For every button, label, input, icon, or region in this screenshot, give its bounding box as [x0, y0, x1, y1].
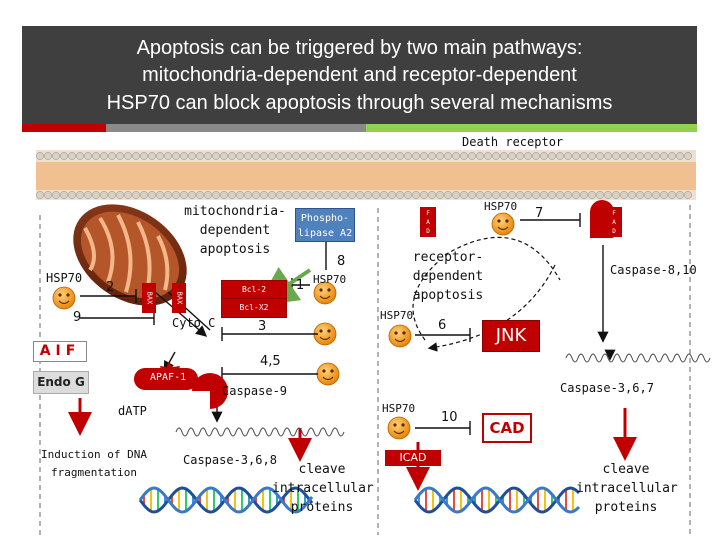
mechanism-number-6: 6	[438, 318, 447, 333]
cleave-proteins-right: cleave intracellular proteins	[576, 462, 678, 515]
endo-g-box: Endo G	[33, 371, 89, 394]
mechanism-number-1: 1	[296, 278, 305, 293]
aif-box: AIF	[33, 341, 87, 362]
cad-box: CAD	[482, 413, 532, 443]
mechanism-number-4-5: 4,5	[260, 354, 281, 369]
mito-pathway-label: mitochondria- dependent apoptosis	[184, 204, 286, 257]
icad-box: ICAD	[385, 450, 441, 466]
title-line-3: HSP70 can block apoptosis through several mechanisms	[106, 92, 613, 114]
fadd-right: F A D D	[606, 207, 622, 237]
face-hsp70-cad	[388, 417, 410, 439]
face-hsp70-top	[492, 213, 514, 235]
mechanism-number-9: 9	[73, 310, 82, 325]
hsp70-label-mito: HSP70	[46, 271, 83, 285]
apaf1-label: APAF-1	[150, 372, 187, 383]
phospholipase-a2-box: Phospho- lipase A2	[295, 208, 355, 242]
datp-label: dATP	[118, 404, 147, 418]
hsp70-label-center: HSP70	[313, 273, 347, 286]
bclx-box: Bcl-X2	[221, 298, 287, 318]
mechanism-number-3: 3	[258, 319, 267, 334]
bcl2-box: Bcl-2	[221, 280, 287, 300]
bax-protein-1: BAX	[142, 283, 156, 313]
mechanism-number-8: 8	[337, 254, 346, 269]
cleave-proteins-left: cleave intracellular proteins	[272, 462, 374, 515]
face-hsp70-45	[317, 363, 339, 385]
cell-membrane	[36, 150, 696, 200]
caspase810-label: Caspase-8,10	[610, 263, 697, 277]
face-hsp70-jnk	[389, 325, 411, 347]
mechanism-number-7: 7	[535, 206, 544, 221]
bax-protein-2: BAX	[172, 283, 186, 313]
fadd-left: F A D D	[420, 207, 436, 237]
jnk-box: JNK	[482, 320, 540, 352]
hsp70-label-top: HSP70	[484, 200, 518, 213]
title-line-2: mitochondria-dependent and receptor-dependent	[142, 64, 577, 86]
hsp70-label-cad: HSP70	[382, 402, 416, 415]
caspase9-label: Caspase-9	[222, 384, 288, 398]
receptor-pathway-label: receptor- dependent apoptosis	[412, 250, 484, 303]
cyto-c-label: Cyto C	[172, 316, 216, 330]
face-hsp70-mito	[53, 287, 75, 309]
caspase367-label: Caspase-3,6,7	[560, 381, 654, 395]
title-line-1: Apoptosis can be triggered by two main pathways:	[136, 37, 583, 59]
caspase368-label: Caspase-3,6,8	[183, 453, 277, 467]
death-receptor-label: Death receptor	[462, 135, 564, 149]
mechanism-number-2: 2	[106, 280, 115, 295]
hsp70-label-jnk: HSP70	[380, 309, 414, 322]
mechanism-number-10: 10	[441, 410, 458, 425]
dna-fragmentation-label: Induction of DNA fragmentation	[41, 448, 147, 479]
